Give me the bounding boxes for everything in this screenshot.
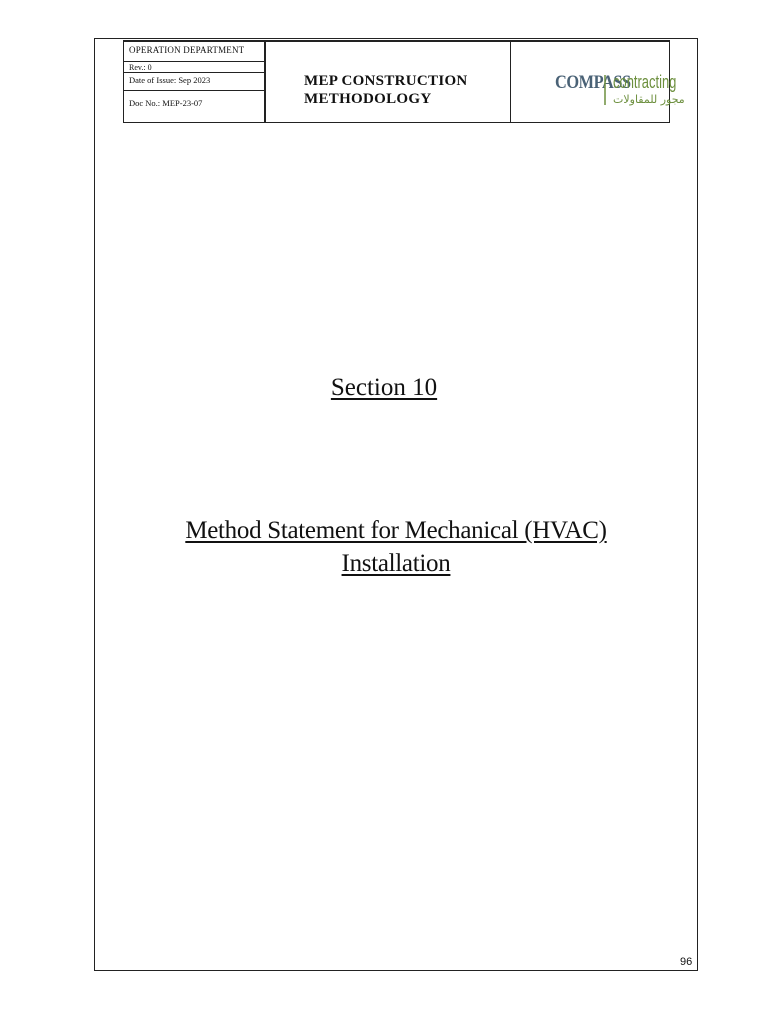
header-logo-column	[510, 42, 685, 123]
method-title-line-1: Method Statement for Mechanical (HVAC)	[185, 517, 607, 544]
page-border	[94, 38, 698, 971]
section-heading: Section 10	[330, 374, 438, 401]
compass-needle-icon	[602, 75, 608, 105]
date-of-issue-label: Date of Issue: Sep 2023	[124, 75, 264, 91]
logo-compass-text: COMPASS	[555, 72, 631, 93]
department-label: OPERATION DEPARTMENT	[124, 45, 264, 62]
document-title-line-1: MEP CONSTRUCTION	[304, 73, 468, 89]
revision-label: Rev.: 0	[124, 63, 264, 73]
doc-number-label: Doc No.: MEP-23-07	[129, 98, 203, 108]
method-statement-title	[120, 514, 672, 580]
header-title-column	[264, 42, 510, 123]
logo-arabic-text: مجور للمقاولات	[613, 93, 685, 106]
logo-contracting-text: contracting	[613, 72, 677, 92]
method-title-line-2: Installation	[341, 550, 451, 577]
page-number: 96	[680, 956, 693, 968]
document-header	[123, 40, 685, 123]
document-title	[304, 72, 468, 108]
header-info-column	[123, 42, 264, 123]
document-title-line-2: METHODOLOGY	[304, 91, 432, 107]
company-logo	[555, 71, 685, 115]
